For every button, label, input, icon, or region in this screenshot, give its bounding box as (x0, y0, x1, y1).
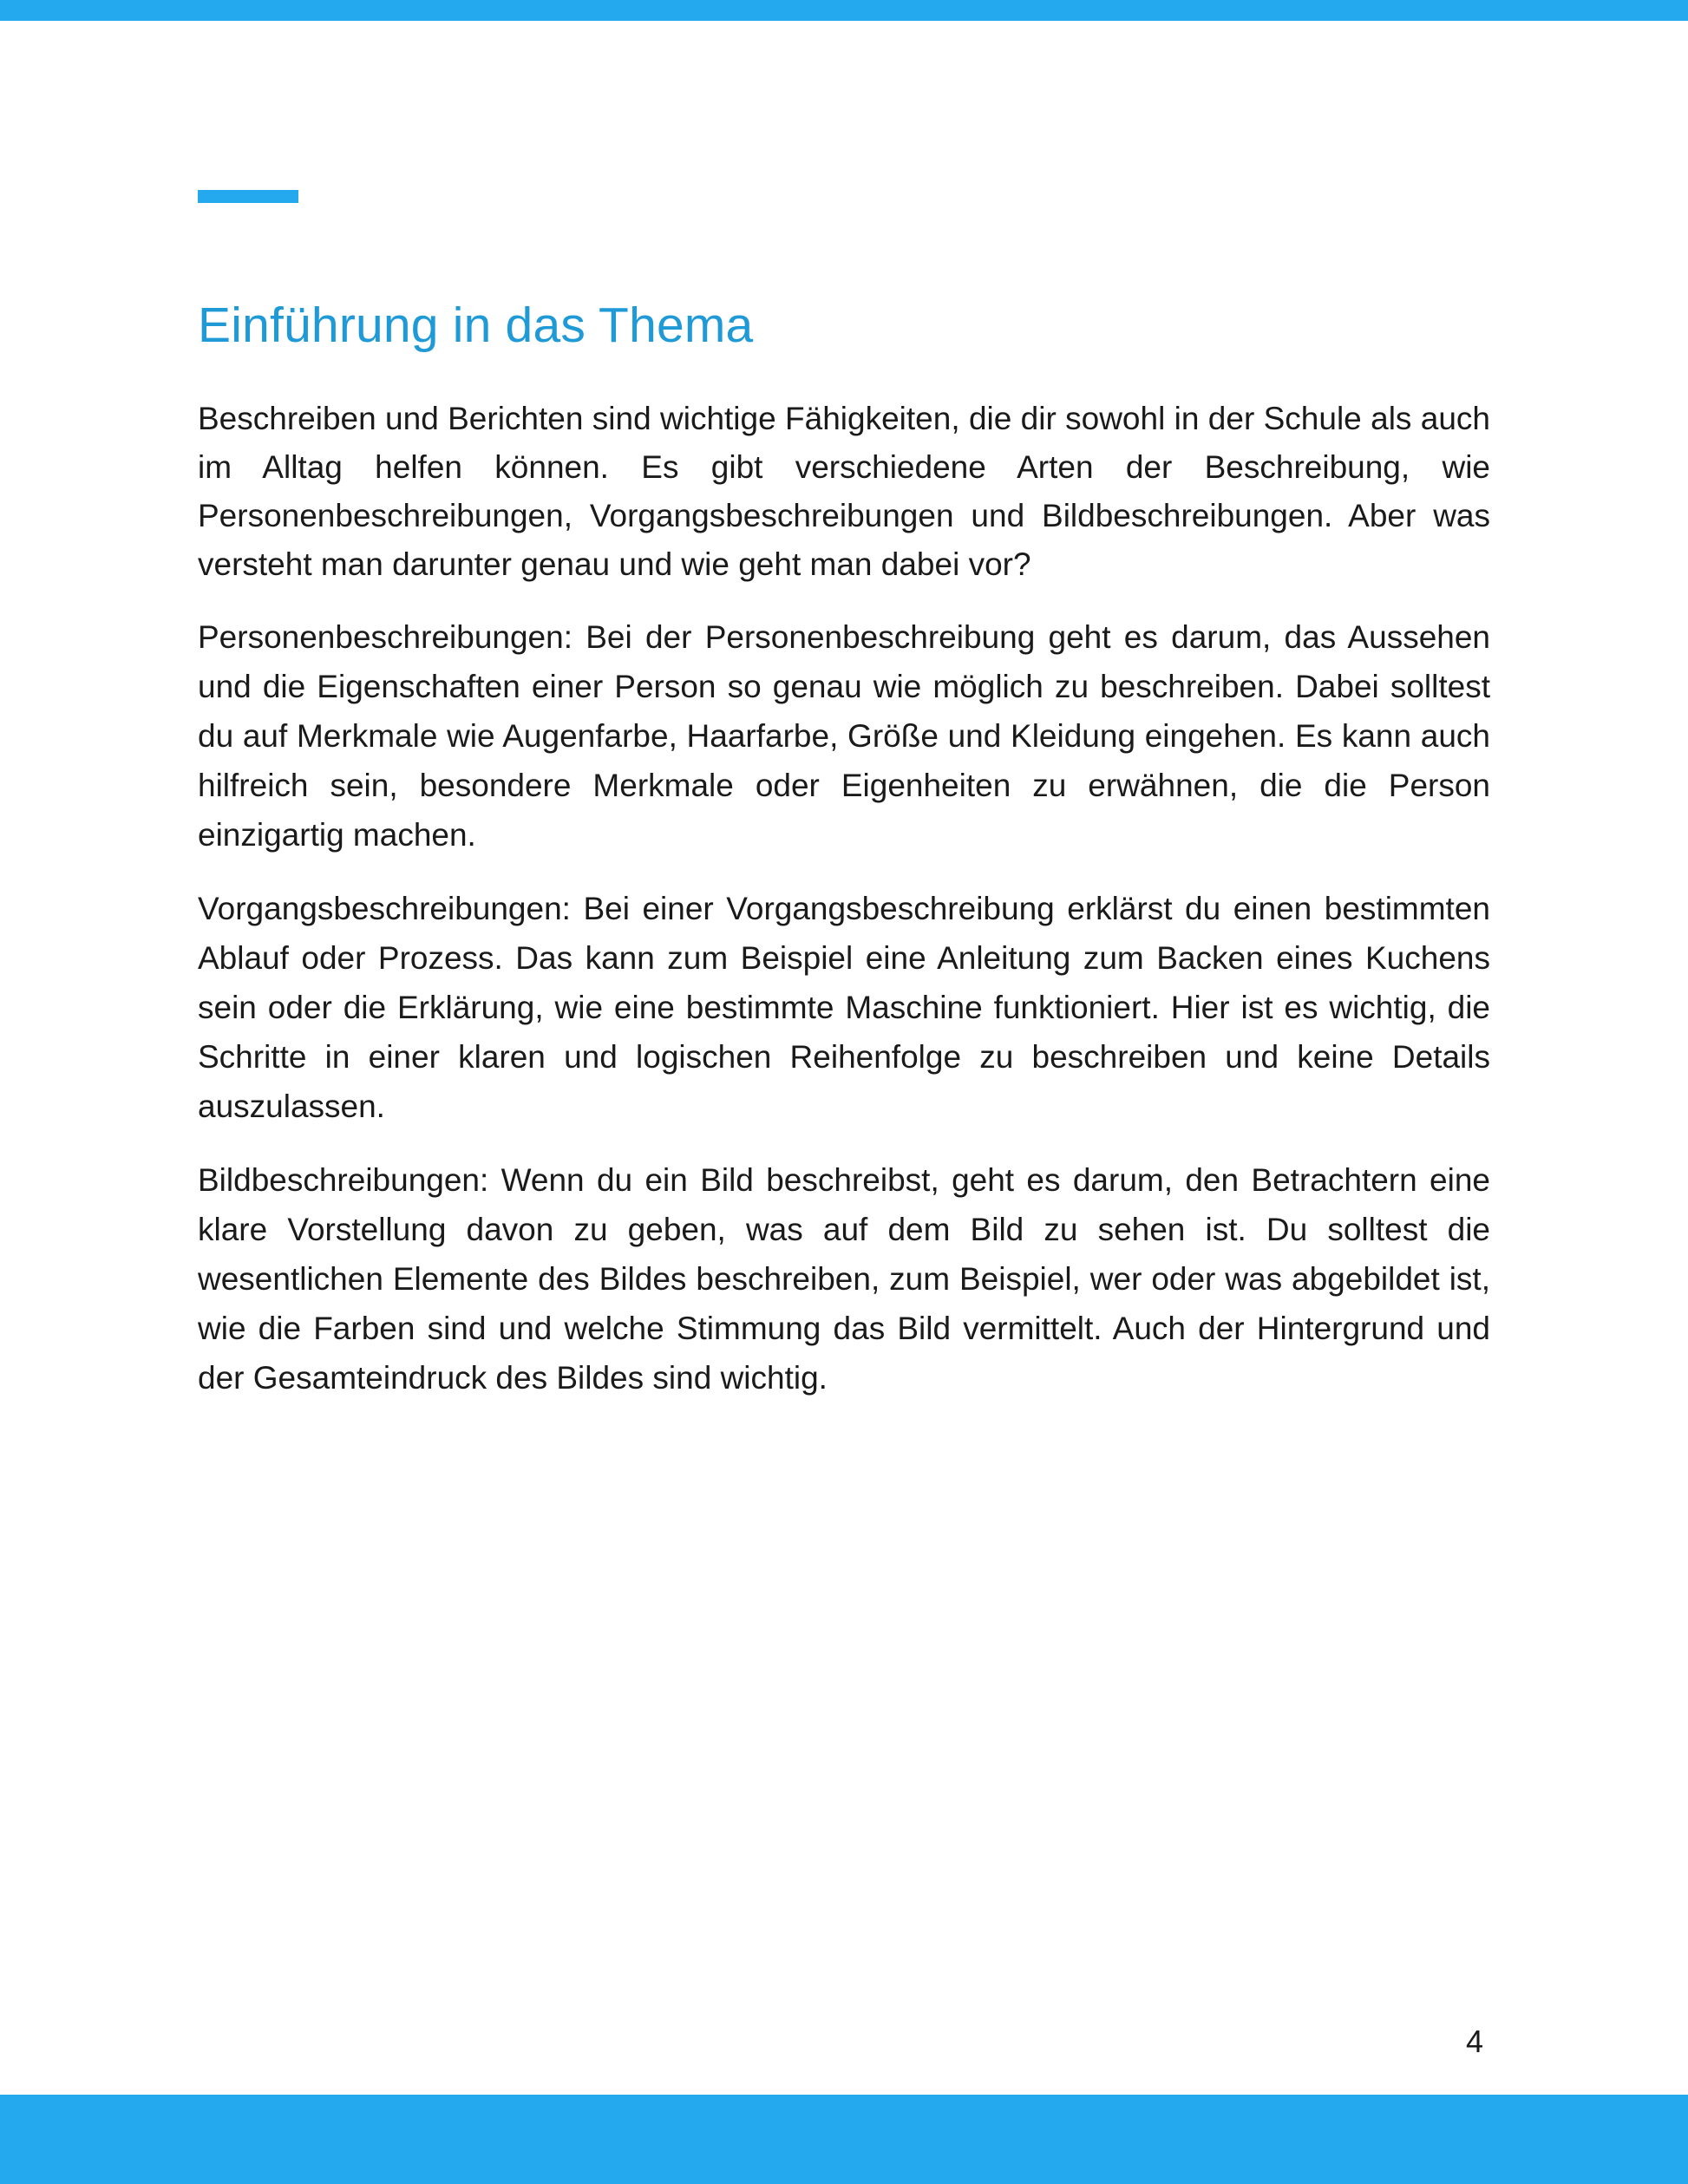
body-content (198, 395, 1490, 1403)
body-paragraph-intro: Beschreiben und Berichten sind wichtige Fähigkeiten, die dir sowohl in der Schule als auch im Alltag helfen können. Es gibt verschiedene Arten der Beschreibung, wie Personenbeschreibungen, Vorgangsbeschreibungen und Bildbeschreibungen. Aber was versteht man darunter genau und wie geht man dabei vor? (198, 401, 1490, 582)
bottom-brand-bar (0, 2095, 1688, 2184)
heading-accent-rule (198, 190, 298, 203)
body-paragraph-vorgangsbeschreibungen: Vorgangsbeschreibungen: Bei einer Vorgangsbeschreibung erklärst du einen bestimmten Ablauf oder Prozess. Das kann zum Beispiel eine Anleitung zum Backen eines Kuchens sein oder die Erklärung, wie eine bestimmte Maschine funktioniert. Hier ist es wichtig, die Schritte in einer klaren und logischen Reihenfolge zu beschreiben und keine Details auszulassen. (198, 891, 1490, 1124)
body-paragraph-personenbeschreibungen: Personenbeschreibungen: Bei der Personenbeschreibung geht es darum, das Aussehen und die Eigenschaften einer Person so genau wie möglich zu beschreiben. Dabei solltest du auf Merkmale wie Augenfarbe, Haarfarbe, Größe und Kleidung eingehen. Es kann auch hilfreich sein, besondere Merkmale oder Eigenheiten zu erwähnen, die die Person einzigartig machen. (198, 619, 1490, 853)
page-title: Einführung in das Thema (198, 298, 754, 353)
page-number: 4 (1466, 2024, 1484, 2059)
body-paragraph-bildbeschreibungen: Bildbeschreibungen: Wenn du ein Bild beschreibst, geht es darum, den Betrachtern eine klare Vorstellung davon zu geben, was auf dem Bild zu sehen ist. Du solltest die wesentlichen Elemente des Bildes beschreiben, zum Beispiel, wer oder was abgebildet ist, wie die Farben sind und welche Stimmung das Bild vermittelt. Auch der Hintergrund und der Gesamteindruck des Bildes sind wichtig. (198, 1162, 1490, 1396)
top-brand-bar (0, 0, 1688, 21)
